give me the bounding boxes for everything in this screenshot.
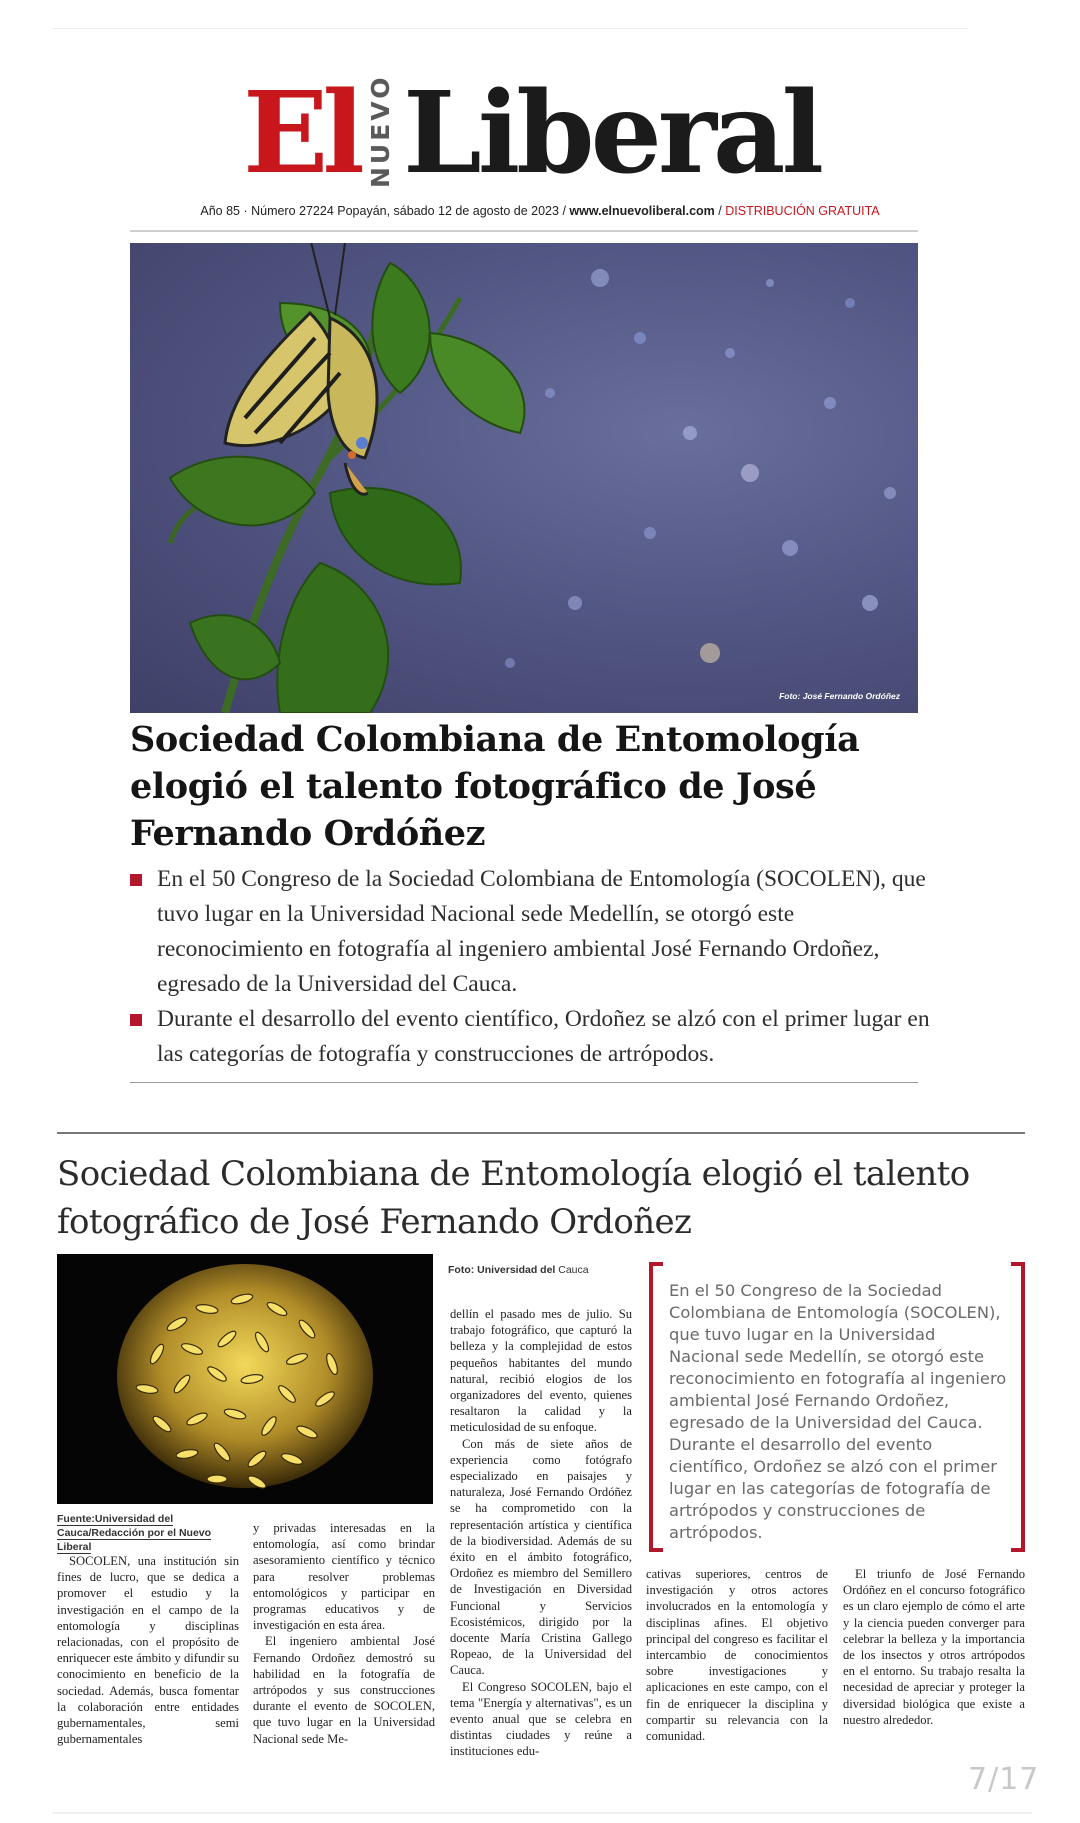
issue-info: [0, 204, 1080, 218]
distribution-label: DISTRIBUCIÓN GRATUITA: [725, 204, 880, 218]
summary-bullet: [130, 1002, 930, 1072]
clipping-headline: Sociedad Colombiana de Entomología elogió el talento fotográfico de José Fernando Ordoñez: [57, 1154, 970, 1242]
bullet-square-icon: [130, 1014, 142, 1026]
text-column-1: [57, 1553, 239, 1747]
paragraph: dellín el pasado mes de julio. Su trabajo fotográfico, que capturó la belleza y la complejidad de estos pequeños habitantes del mundo natural, recibió elogios de los organizadores del evento, quienes resaltaron la calidad y la meticulosidad de su enfoque.: [450, 1307, 632, 1435]
masthead-logo: [243, 68, 823, 199]
bottom-divider: [52, 1812, 1032, 1814]
top-divider: [52, 28, 968, 29]
text-column-5: [843, 1566, 1025, 1728]
paragraph: Con más de siete años de experiencia como fotógrafo especializado en paisajes y naturaleza, José Fernando Ordóñez se ha comprometido con la representación artística y científica de la biodiversidad. Además de su éxito en el ámbito fotográfico, Ordoñez es miembro del Semillero de Investigación en Diversidad Funcional y Servicios Ecosistémicos, dirigido por la docente María Cristina Gallego Ropeao, de la Universidad del Cauca.: [450, 1436, 632, 1678]
photo-label-rest: Cauca: [555, 1264, 589, 1276]
text-column-3: [450, 1306, 632, 1760]
photo-label-bold: Foto: Universidad del: [448, 1264, 556, 1276]
paragraph: El Congreso SOCOLEN, bajo el tema "Energía y alternativas", es un evento anual que se celebra en distintas ciudades y reúne a instituciones edu-: [450, 1679, 632, 1759]
website-link[interactable]: www.elnuevoliberal.com: [569, 204, 715, 218]
paragraph: y privadas interesadas en la entomología, así como brindar asesoramiento científico y técnico para resolver problemas entomológicos y participar en programas educativos y de investigación en esta área.: [253, 1521, 435, 1633]
photo-label: [448, 1264, 589, 1276]
masthead-divider: [130, 230, 918, 232]
bracket-right-icon: [1011, 1262, 1025, 1552]
bracket-left-icon: [649, 1262, 663, 1552]
paragraph: El ingeniero ambiental José Fernando Ordoñez demostró su habilidad en la fotografía de artrópodos y sus construcciones durante el evento de SOCOLEN, que tuvo lugar en la Universidad Nacional sede Me-: [253, 1634, 435, 1746]
summary-bullet-text: En el 50 Congreso de la Sociedad Colombiana de Entomología (SOCOLEN), que tuvo lugar en la Universidad Nacional sede Medellín, se otorgó este reconocimiento en fotografía al ingeniero ambiental José Fernando Ordoñez, egresado de la Universidad del Cauca.: [157, 866, 926, 997]
text-column-2: [253, 1520, 435, 1747]
pull-quote: [649, 1262, 1025, 1552]
article-headline: Sociedad Colombiana de Entomología elogió el talento fotográfico de José Fernando Ordóñez: [130, 719, 860, 854]
article-summary: [130, 862, 930, 1072]
butterfly-photo: [130, 243, 918, 713]
photo-credit: Foto: José Fernando Ordóñez: [779, 691, 900, 701]
butterfly-photo-art: [130, 243, 918, 713]
bullet-square-icon: [130, 874, 142, 886]
summary-bullet: [130, 862, 930, 1002]
paragraph: El triunfo de José Fernando Ordóñez en el concurso fotográfico es un claro ejemplo de cómo el arte y la ciencia pueden converger para celebrar la belleza y la importancia de los insectos y otros artrópodos en el entorno. Su trabajo resalta la necesidad de apreciar y proteger la diversidad biológica que existe a nuestro alrededor.: [843, 1567, 1025, 1727]
logo-el: El: [243, 68, 359, 199]
pull-quote-text: En el 50 Congreso de la Sociedad Colombiana de Entomología (SOCOLEN), que tuvo lugar en la Universidad Nacional sede Medellín, se otorgó este reconocimiento en fotografía al ingeniero ambiental José Fernando Ordoñez, egresado de la Universidad del Cauca. Durante el desarrollo del evento científico, Ordoñez se alzó con el primer lugar en las categorías de fotografía de artrópodos y construcciones de artrópodos.: [669, 1281, 1007, 1542]
issue-date: Año 85 · Número 27224 Popayán, sábado 12 de agosto de 2023 /: [200, 204, 570, 218]
image-source-text: Fuente:Universidad del Cauca/Redacción por el Nuevo Liberal: [57, 1513, 212, 1553]
image-source-caption: [57, 1512, 233, 1554]
pollen-photo: [57, 1254, 433, 1504]
text-column-4: [646, 1566, 828, 1744]
summary-bullet-text: Durante el desarrollo del evento científico, Ordoñez se alzó con el primer lugar en las categorías de fotografía y construcciones de artrópodos.: [157, 1006, 930, 1067]
summary-divider: [130, 1082, 918, 1083]
pollen-photo-art: [57, 1254, 433, 1504]
paragraph: SOCOLEN, una institución sin fines de lucro, que se dedica a promover el estudio y la investigación en el campo de la entomología y disciplinas relacionadas, con el propósito de enriquecer este ámbito y difundir su conocimiento en beneficio de la sociedad. Además, busca fomentar la colaboración entre entidades gubernamentales, semi gubernamentales: [57, 1554, 239, 1747]
logo-liberal: Liberal: [403, 68, 820, 199]
issue-separator: /: [714, 204, 726, 218]
page-counter: 7/17: [968, 1762, 1040, 1797]
logo-nuevo: NUEVO: [366, 74, 395, 188]
clipping-divider: [57, 1132, 1025, 1134]
paragraph: cativas superiores, centros de investigación y otros actores involucrados en la entomología y disciplinas afines. El objetivo principal del congreso es facilitar el intercambio de conocimientos sobre investigaciones y aplicaciones en este campo, con el fin de enriquecer la disciplina y compartir su relevancia con la comunidad.: [646, 1567, 828, 1744]
